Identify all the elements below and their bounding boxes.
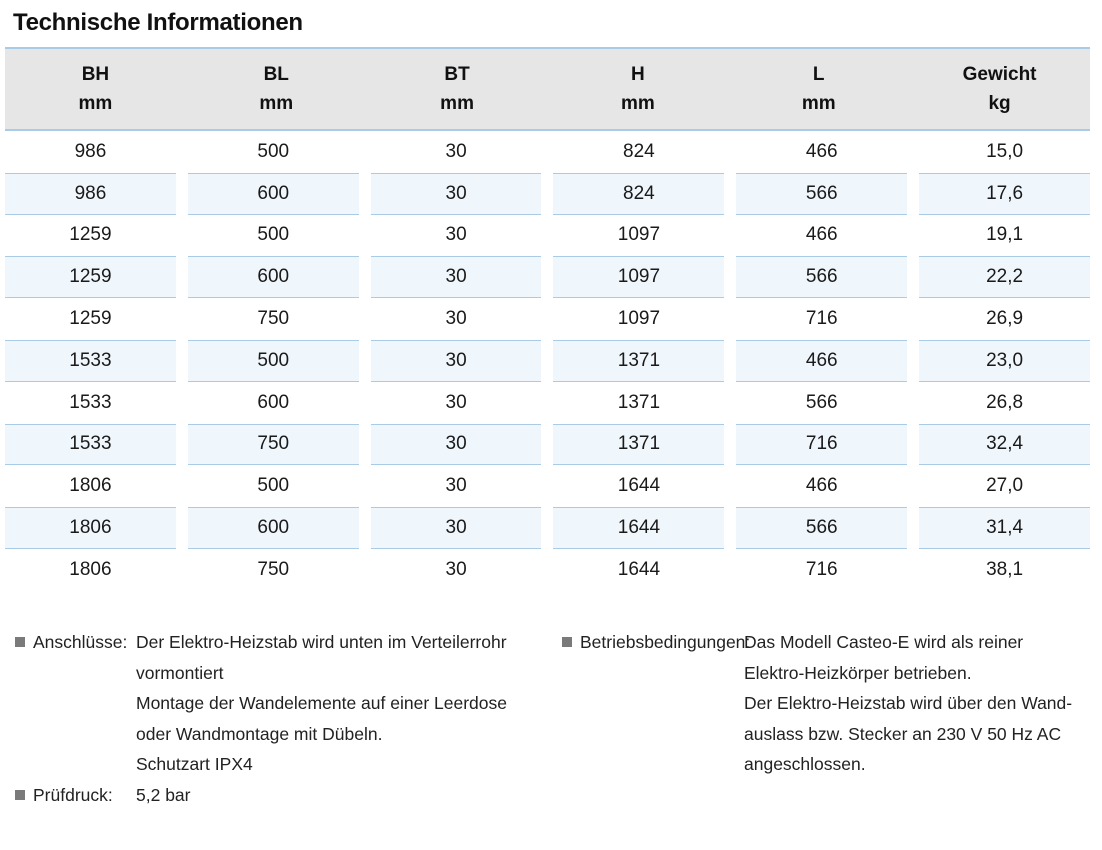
table-cell: 600 [257,391,290,413]
table-row [5,507,1090,549]
table-cell: 30 [371,424,542,466]
table-cell: 30 [445,224,467,246]
table-cell: 466 [736,340,907,382]
table-cell: 32,4 [919,424,1090,466]
table-cell: 1644 [553,507,724,549]
note-connections [15,627,555,780]
table-cell: 30 [371,507,542,549]
header-unit: mm [440,93,474,114]
table-cell: 30 [371,340,542,382]
table-cell: 566 [736,173,907,215]
table-cell: 986 [74,140,107,162]
note-test-pressure [15,780,555,811]
table-cell: 30 [445,391,467,413]
table-cell: 716 [805,558,838,580]
note-line: Schutzart IPX4 [136,754,253,775]
header-cell-bt [367,49,548,129]
header-label: Gewicht [962,64,1037,85]
table-cell: 22,2 [919,256,1090,298]
table-cell: 30 [371,256,542,298]
table-cell: 566 [736,507,907,549]
table-cell: 1371 [617,391,661,413]
note-line: angeschlossen. [744,754,866,775]
note-line: Elektro-Heizkörper betrieben. [744,662,972,683]
note-line: auslass bzw. Stecker an 230 V 50 Hz AC [744,723,1062,744]
note-operating-conditions [562,627,1082,780]
header-label: H [631,64,645,85]
table-cell: 824 [623,140,655,162]
note-line: Der Elektro-Heizstab wird unten im Verteilerrohr [136,632,507,652]
table-cell: 1533 [69,391,112,413]
table-cell: 17,6 [919,173,1090,215]
table-cell: 1644 [617,475,661,497]
table-cell: 500 [188,340,359,382]
table-cell: 500 [257,224,290,246]
header-label: BL [263,64,289,85]
notes-right [562,627,1082,780]
note-label: Prüfdruck: [33,784,113,805]
table-cell: 500 [257,475,290,497]
table-cell: 750 [257,308,290,330]
table-cell: 30 [371,173,542,215]
table-row [5,424,1090,466]
header-unit: mm [78,93,113,114]
header-unit: mm [801,93,836,114]
square-bullet-icon [562,637,572,647]
table-cell: 30 [445,475,467,497]
table-cell: 19,1 [986,224,1024,246]
table-cell: 1097 [617,224,661,246]
header-unit: mm [259,93,294,114]
note-line: Montage der Wandelemente auf einer Leerdose [136,693,507,714]
table-cell: 30 [445,308,467,330]
table-cell: 500 [257,140,290,162]
header-cell-l [728,49,909,129]
table-cell: 1806 [5,507,176,549]
note-line: oder Wandmontage mit Dübeln. [136,723,383,744]
table-cell: 1806 [69,558,112,580]
note-line: Das Modell Casteo-E wird als reiner [744,632,1024,652]
table-row [5,256,1090,298]
note-label: Betriebsbedingungen: [580,632,751,652]
table-body [5,131,1090,591]
header-label: BH [81,64,110,85]
table-cell: 750 [188,424,359,466]
table-cell: 26,8 [986,391,1024,413]
header-unit: mm [621,93,655,114]
table-cell: 30 [445,558,467,580]
table-row [5,549,1090,591]
header-label: BT [444,64,470,85]
table-row [5,215,1090,257]
table-cell: 1259 [69,224,112,246]
table-row [5,131,1090,173]
technical-data-table [5,47,1090,591]
square-bullet-icon [15,637,25,647]
table-cell: 566 [805,391,838,413]
table-row [5,465,1090,507]
table-cell: 986 [5,173,176,215]
note-text [136,780,555,811]
table-cell: 466 [805,224,838,246]
table-cell: 600 [188,173,359,215]
table-cell: 466 [805,475,838,497]
table-cell: 1533 [5,424,176,466]
table-cell: 716 [736,424,907,466]
table-cell: 1259 [5,256,176,298]
table-cell: 600 [188,507,359,549]
table-cell: 27,0 [986,475,1024,497]
table-row [5,340,1090,382]
table-cell: 1806 [69,475,112,497]
table-row [5,382,1090,424]
table-cell: 750 [257,558,290,580]
header-cell-weight [909,49,1090,129]
table-row [5,173,1090,215]
table-cell: 30 [445,140,467,162]
table-cell: 23,0 [919,340,1090,382]
table-cell: 1371 [553,424,724,466]
notes-left [15,627,555,811]
table-cell: 566 [736,256,907,298]
header-unit: kg [988,93,1011,114]
table-cell: 1371 [553,340,724,382]
table-cell: 26,9 [986,308,1024,330]
table-row [5,298,1090,340]
square-bullet-icon [15,790,25,800]
note-text [744,627,1082,780]
table-cell: 1644 [617,558,661,580]
table-cell: 824 [553,173,724,215]
table-cell: 600 [188,256,359,298]
table-cell: 31,4 [919,507,1090,549]
table-cell: 15,0 [986,140,1024,162]
note-text [136,627,555,780]
note-label: Anschlüsse: [33,632,128,652]
header-cell-h [547,49,728,129]
table-cell: 716 [805,308,838,330]
table-header-row [5,47,1090,131]
table-cell: 38,1 [986,558,1024,580]
table-cell: 1533 [5,340,176,382]
table-cell: 1259 [69,308,112,330]
note-line: vormontiert [136,662,224,683]
header-label: L [812,64,825,85]
table-cell: 1097 [553,256,724,298]
page-title: Technische Informationen [13,9,303,36]
header-cell-bh [5,49,186,129]
note-value: 5,2 bar [136,784,191,805]
table-cell: 466 [805,140,838,162]
header-cell-bl [186,49,367,129]
table-cell: 1097 [617,308,661,330]
note-line: Der Elektro-Heizstab wird über den Wand- [744,693,1073,714]
